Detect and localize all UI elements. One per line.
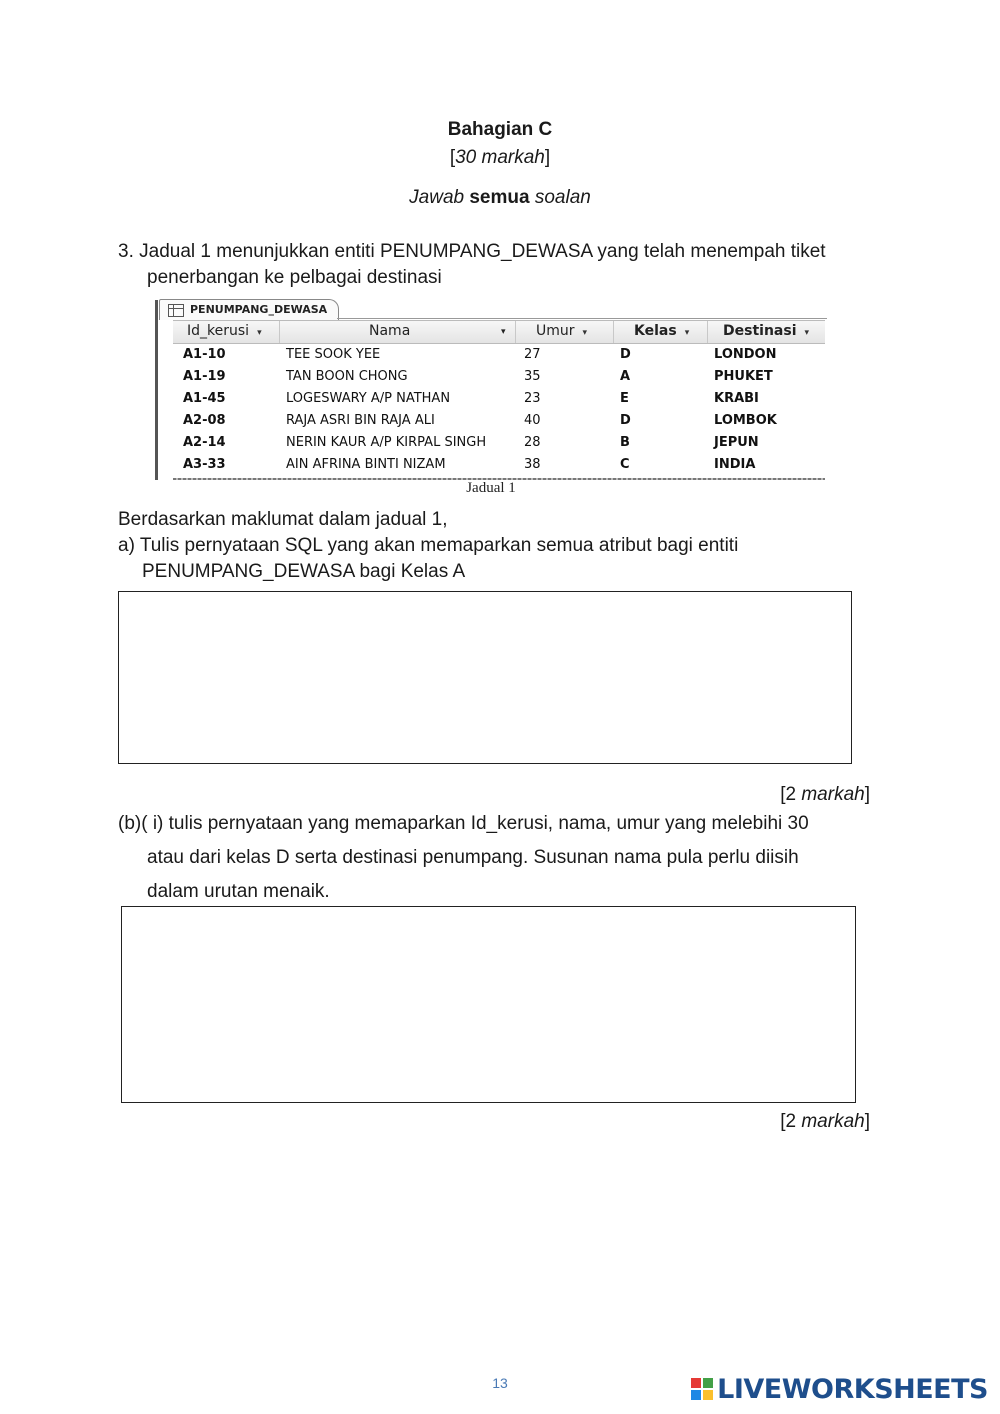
dropdown-arrow-icon: ▾ bbox=[804, 328, 810, 338]
table-row: A1-10 TEE SOOK YEE 27 D LONDON bbox=[183, 347, 777, 362]
dropdown-arrow-icon: ▾ bbox=[582, 328, 588, 338]
liveworksheets-logo: LIVEWORKSHEETS bbox=[691, 1373, 988, 1405]
col-header-nama: Nama bbox=[369, 323, 411, 339]
part-b-marks: [2 markah] bbox=[780, 1111, 870, 1132]
answer-box-a[interactable] bbox=[118, 591, 852, 764]
logo-grid-icon bbox=[691, 1378, 713, 1400]
jadual-1-table bbox=[155, 296, 827, 496]
table-row: A3-33 AIN AFRINA BINTI NIZAM 38 C INDIA bbox=[183, 457, 756, 472]
dropdown-arrow-icon: ▾ bbox=[684, 328, 690, 338]
col-header-id-kerusi: Id_kerusi ▾ bbox=[187, 323, 262, 339]
dropdown-arrow-icon: ▾ bbox=[501, 327, 506, 337]
table-caption: Jadual 1 bbox=[466, 480, 516, 496]
page-number: 13 bbox=[492, 1375, 508, 1391]
table-row: A1-19 TAN BOON CHONG 35 A PHUKET bbox=[183, 369, 773, 384]
part-a-question: a) Tulis pernyataan SQL yang akan memaparkan semua atribut bagi entiti PENUMPANG_DEWASA bagi Kelas A bbox=[118, 535, 739, 582]
section-instruction: Jawab semua soalan bbox=[409, 187, 591, 208]
table-row: A2-14 NERIN KAUR A/P KIRPAL SINGH 28 B JEPUN bbox=[183, 435, 759, 450]
part-a-marks: [2 markah] bbox=[780, 784, 870, 805]
dropdown-arrow-icon: ▾ bbox=[257, 328, 262, 338]
table-row: A1-45 LOGESWARY A/P NATHAN 23 E KRABI bbox=[183, 391, 759, 406]
section-marks: [30 markah] bbox=[449, 147, 551, 168]
table-tab: PENUMPANG_DEWASA bbox=[159, 299, 339, 320]
intro-text: Berdasarkan maklumat dalam jadual 1, bbox=[118, 509, 448, 530]
answer-box-b[interactable] bbox=[121, 906, 856, 1103]
section-title: Bahagian C bbox=[447, 119, 553, 140]
table-header bbox=[173, 320, 825, 344]
col-header-kelas: Kelas ▾ bbox=[634, 323, 690, 339]
table-icon bbox=[168, 304, 184, 317]
question-3-text: 3. Jadual 1 menunjukkan entiti PENUMPANG_DEWASA yang telah menempah tiket penerbangan ke pelbagai destinasi bbox=[118, 241, 826, 288]
table-row: A2-08 RAJA ASRI BIN RAJA ALI 40 D LOMBOK bbox=[183, 413, 777, 428]
col-header-destinasi: Destinasi ▾ bbox=[723, 323, 810, 339]
col-header-umur: Umur ▾ bbox=[536, 323, 588, 339]
part-b-question: (b)( i) tulis pernyataan yang memaparkan Id_kerusi, nama, umur yang melebihi 30 atau dari kelas D serta destinasi penumpang. Susunan nama pula perlu diisih dalam urutan menaik. bbox=[118, 813, 809, 902]
